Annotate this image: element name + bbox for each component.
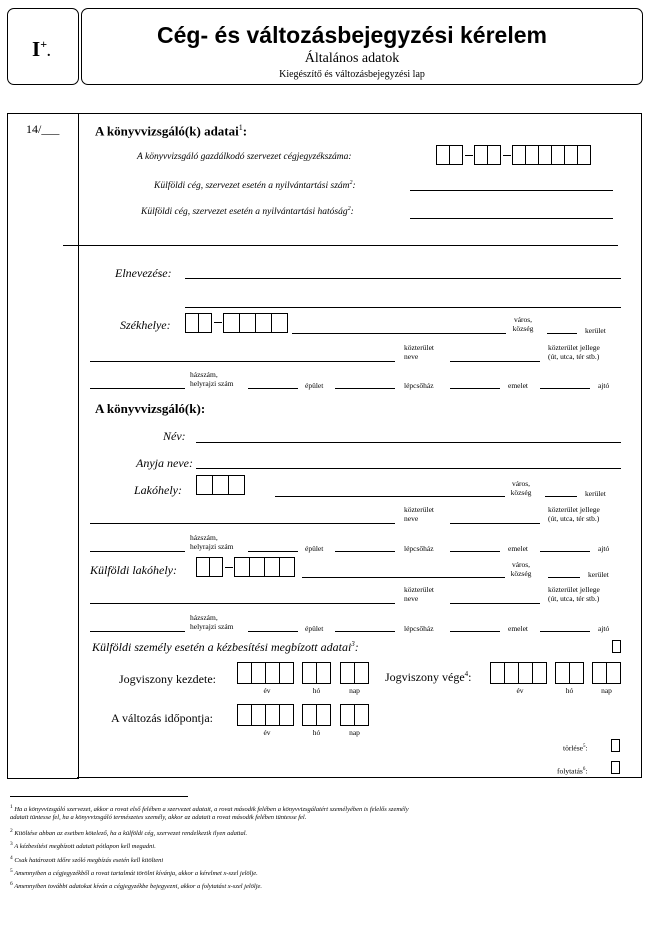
street-label-2: neve [404,594,419,603]
digit-cell[interactable] [302,704,317,726]
digit-cell[interactable] [228,475,245,495]
digit-cell[interactable] [532,662,547,684]
street-type-label: közterület jellege [548,343,600,352]
page-subsubtitle: Kiegészítő és változásbejegyzési lap [279,69,425,80]
digit-cell[interactable] [474,145,488,165]
digit-cell[interactable] [487,145,501,165]
digit-cell[interactable] [279,662,294,684]
street-label-2: neve [404,514,419,523]
digit-cell[interactable] [198,313,212,333]
end-year-cells[interactable] [490,662,546,684]
residence-door-label: ajtó [598,544,610,553]
foreign-street-type-field[interactable] [450,603,540,604]
digit-cell[interactable] [340,704,355,726]
village-label: község [510,488,532,497]
street-label: közterület [404,505,434,514]
title-box [81,8,643,85]
agent-label [92,640,359,655]
person-heading: A könyvvizsgáló(k): [95,401,206,416]
right-frame-line [641,113,642,778]
digit-cell[interactable] [606,662,621,684]
city-label: város, [513,315,533,324]
digit-cell[interactable] [354,704,369,726]
foreign-street-label [404,585,434,603]
name-label: Elnevezése: [115,266,172,280]
digit-cell[interactable] [265,662,280,684]
digit-cell[interactable] [265,704,280,726]
seat-house-field[interactable] [90,388,185,389]
start-month-caption: hó [312,686,321,695]
seat-country-cells[interactable] [185,313,211,333]
digit-cell[interactable] [209,557,223,577]
start-month-cells[interactable] [302,662,330,684]
street-label: közterület [404,585,434,594]
footnote-number: 6 [10,881,13,887]
end-label-text: Jogviszony vége [385,670,465,684]
lot-no-label: helyrajzi szám [190,542,234,551]
auditor-heading-colon: : [242,123,248,139]
street-type-label: közterület jellege [548,585,600,594]
foreign-building-label: épület [305,624,324,633]
foreign-city-label [506,560,536,578]
footnote-text: Kitöltése abban az esetben kötelező, ha a külföldi cég, szervezet rendelkezik ilyen adattal. [14,830,248,838]
digit-cell[interactable] [271,313,288,333]
digit-cell[interactable] [518,662,533,684]
footnote-number: 3 [10,841,13,847]
digit-cell[interactable] [340,662,355,684]
city-label: város, [511,479,531,488]
mother-name-label: Anyja neve: [136,456,193,470]
end-month-caption: hó [565,686,574,695]
end-year-caption: év [516,686,524,695]
digit-cell[interactable] [239,313,256,333]
foreign-dash [225,567,233,568]
seat-floor-field[interactable] [540,388,590,389]
delete-label-text: törlése [563,743,583,753]
house-no-label: házszám, [190,370,218,379]
foreign-district-label: kerület [588,570,609,579]
footnote-text: Csak határozott időre szóló megbízás esetén kell kitölteni [14,857,164,865]
regno-dash [465,155,473,156]
change-year-caption: év [263,728,271,737]
start-label: Jogviszony kezdete: [119,672,216,686]
footnote [10,803,409,814]
left-number-column [7,113,79,779]
form-code [32,37,51,62]
regno-label: A könyvvizsgáló gazdálkodó szervezet cégjegyzékszáma: [137,152,352,162]
residence-staircase-field[interactable] [450,551,500,552]
delete-checkbox[interactable] [611,739,620,752]
seat-city-label [508,315,538,333]
residence-building-field[interactable] [335,551,395,552]
foreign-authority-label: Külföldi cég, szervezet esetén a nyilvántartási hatóság$^2$: [141,206,354,218]
digit-cell[interactable] [316,662,331,684]
change-year-cells[interactable] [237,704,293,726]
residence-house-label [190,533,234,551]
mother-name-field[interactable] [196,468,621,469]
start-day-caption: nap [349,686,360,695]
lot-no-label: helyrajzi szám [190,622,234,631]
digit-cell[interactable] [185,313,199,333]
seat-floor-label: emelet [508,381,528,390]
end-month-cells[interactable] [555,662,583,684]
digit-cell[interactable] [212,475,229,495]
city-label: város, [511,560,531,569]
bottom-frame-line [77,777,642,778]
seat-street-type-label [548,343,600,361]
street-type-label-2: (út, utca, tér stb.) [548,514,600,523]
footnote-number: 4 [10,855,13,861]
street-label-2: neve [404,352,419,361]
agent-colon: : [354,640,359,654]
digit-cell[interactable] [279,704,294,726]
digit-cell[interactable] [490,662,505,684]
footnote [10,880,262,891]
agent-checkbox[interactable] [612,640,621,653]
auditor-heading [95,123,247,139]
residence-house-val[interactable] [248,551,298,552]
foreign-street-field[interactable] [90,603,395,604]
seat-dash [214,322,222,323]
foreign-floor-label: emelet [508,624,528,633]
digit-cell[interactable] [302,662,317,684]
seat-staircase-label: lépcsőház [404,381,434,390]
digit-cell[interactable] [577,145,591,165]
digit-cell[interactable] [251,662,266,684]
digit-cell[interactable] [449,145,463,165]
regno-serial-cells[interactable] [512,145,590,165]
foreign-house-val[interactable] [248,631,298,632]
change-label: A változás időpontja: [111,711,213,725]
residence-city-field[interactable] [275,496,505,497]
continue-sup: 6 [582,767,586,772]
foreign-staircase-label: lépcsőház [404,624,434,633]
digit-cell[interactable] [196,557,210,577]
seat-house-label [190,370,234,388]
village-label: község [512,324,534,333]
start-year-cells[interactable] [237,662,293,684]
street-label: közterület [404,343,434,352]
foreign-no-field[interactable] [410,190,613,191]
seat-staircase-field[interactable] [450,388,500,389]
agent-label-text: Külföldi személy esetén a kézbesítési megbízott adatai [92,640,352,654]
footnote [10,867,258,878]
footnote [10,854,163,865]
foreign-house-label [190,613,234,631]
footnote-divider [10,796,188,797]
foreign-country-cells[interactable] [196,557,222,577]
residence-zip-cells[interactable] [196,475,244,495]
seat-district-field[interactable] [547,333,577,334]
footnote [10,827,247,838]
digit-cell[interactable] [569,662,584,684]
auditor-heading-text: A könyvvizsgáló(k) adatai [95,123,239,139]
footnote [10,814,306,822]
section-divider [63,245,618,246]
residence-staircase-label: lépcsőház [404,544,434,553]
residence-street-label [404,505,434,523]
residence-district-label: kerület [585,489,606,498]
person-name-field[interactable] [196,442,621,443]
foreign-no-sup: 2 [349,180,353,186]
digit-cell[interactable] [196,475,213,495]
form-code-box [7,8,79,85]
continue-checkbox[interactable] [611,761,620,774]
foreign-street-type-label [548,585,600,603]
seat-street-type-field[interactable] [450,361,540,362]
digit-cell[interactable] [592,662,607,684]
foreign-authority-sup: 2 [347,206,351,212]
footnote-text: Amennyiben további adatokat kíván a cégjegyzékbe bejegyezni, akkor a folytatást x-szel jelölje. [14,883,263,891]
residence-street-type-label [548,505,600,523]
residence-floor-label: emelet [508,544,528,553]
seat-zip-cells[interactable] [223,313,287,333]
digit-cell[interactable] [264,557,280,577]
footnote-text: A kézbesítési megbízott adatait pótlapon kell megadni. [14,843,156,851]
digit-cell[interactable] [436,145,450,165]
foreign-house-field[interactable] [90,631,185,632]
name-field-2[interactable] [185,307,621,308]
residence-street-type-field[interactable] [450,523,540,524]
digit-cell[interactable] [551,145,565,165]
digit-cell[interactable] [234,557,250,577]
foreign-district-field[interactable] [548,577,580,578]
change-day-cells[interactable] [340,704,368,726]
residence-building-label: épület [305,544,324,553]
end-day-caption: nap [601,686,612,695]
seat-street-field[interactable] [90,361,395,362]
foreign-staircase-field[interactable] [450,631,500,632]
seat-building-label: épület [305,381,324,390]
auditor-heading-sup: 1 [238,123,243,132]
person-name-label: Név: [163,429,186,443]
digit-cell[interactable] [354,662,369,684]
end-label [385,670,472,685]
residence-house-field[interactable] [90,551,185,552]
footnote-number: 2 [10,828,13,834]
street-type-label-2: (út, utca, tér stb.) [548,352,600,361]
foreign-authority-label-text: Külföldi cég, szervezet esetén a nyilvántartási hatóság [141,207,348,218]
foreign-zip-cells[interactable] [234,557,294,577]
digit-cell[interactable] [223,313,240,333]
seat-street-label [404,343,434,361]
foreign-city-field[interactable] [302,577,505,578]
start-year-caption: év [263,686,271,695]
end-day-cells[interactable] [592,662,620,684]
lot-no-label: helyrajzi szám [190,379,234,388]
residence-street-field[interactable] [90,523,395,524]
residence-city-label [506,479,536,497]
foreign-residence-label: Külföldi lakóhely: [90,563,177,577]
residence-floor-field[interactable] [540,551,590,552]
top-frame-line [77,113,642,114]
regno-dash [503,155,511,156]
digit-cell[interactable] [237,704,252,726]
form-code-sup: + [40,37,48,51]
digit-cell[interactable] [504,662,519,684]
agent-sup: 3 [351,640,355,648]
house-no-label: házszám, [190,533,218,542]
house-no-label: házszám, [190,613,218,622]
form-code-letter: I [32,37,41,61]
seat-city-field[interactable] [292,333,506,334]
delete-label: törlése$^5$: [563,743,588,753]
foreign-no-label: Külföldi cég, szervezet esetén a nyilvántartási szám$^2$: [154,180,356,192]
digit-cell[interactable] [255,313,272,333]
street-type-label-2: (út, utca, tér stb.) [548,594,600,603]
form-number: 14/___ [26,122,60,136]
end-colon: : [468,670,472,684]
digit-cell[interactable] [251,704,266,726]
digit-cell[interactable] [525,145,539,165]
footnote-text: adatait tüntesse fel, ha a könyvvizsgáló természetes személy, akkor az adatait a rovat második felében tüntesse fel. [10,814,307,821]
residence-district-field[interactable] [545,496,577,497]
footnote [10,840,156,851]
digit-cell[interactable] [512,145,526,165]
delete-sup: 5 [583,744,586,749]
digit-cell[interactable] [237,662,252,684]
end-sup: 4 [464,670,469,678]
digit-cell[interactable] [538,145,552,165]
form-code-dot: . [47,45,51,60]
seat-door-label: ajtó [598,381,610,390]
name-field[interactable] [185,278,621,279]
page-title: Cég- és változásbejegyzési kérelem [157,22,547,48]
foreign-floor-field[interactable] [540,631,590,632]
foreign-authority-field[interactable] [410,218,613,219]
footnote-number: 1 [10,804,13,810]
digit-cell[interactable] [555,662,570,684]
street-type-label: közterület jellege [548,505,600,514]
digit-cell[interactable] [316,704,331,726]
digit-cell[interactable] [564,145,578,165]
digit-cell[interactable] [249,557,265,577]
residence-label: Lakóhely: [134,483,182,497]
regno-form-cells[interactable] [474,145,500,165]
footnote-text: Ha a könyvvizsgáló szervezet, akkor a rovat első felében a szervezet adatait, a rovat második felében a könyvvizsgálatért személyében is felelős személy [14,806,409,814]
foreign-no-label-text: Külföldi cég, szervezet esetén a nyilvántartási szám [154,181,350,192]
change-month-cells[interactable] [302,704,330,726]
start-day-cells[interactable] [340,662,368,684]
foreign-door-label: ajtó [598,624,610,633]
continue-label: folytatás$^6$: [557,766,588,776]
change-month-caption: hó [312,728,321,737]
change-day-caption: nap [349,728,360,737]
continue-label-text: folytatás [557,766,583,776]
footnote-text: Amennyiben a cégjegyzékből a rovat tartalmát törölni kívánja, akkor a kérelmet x-szel jelölje. [14,870,258,878]
page-subtitle: Általános adatok [304,51,400,66]
seat-building-field[interactable] [335,388,395,389]
footnote-number: 5 [10,868,13,874]
foreign-building-field[interactable] [335,631,395,632]
seat-label: Székhelye: [120,318,171,332]
seat-house-val[interactable] [248,388,298,389]
village-label: község [510,569,532,578]
regno-court-cells[interactable] [436,145,462,165]
digit-cell[interactable] [279,557,295,577]
seat-district-label: kerület [585,326,606,335]
